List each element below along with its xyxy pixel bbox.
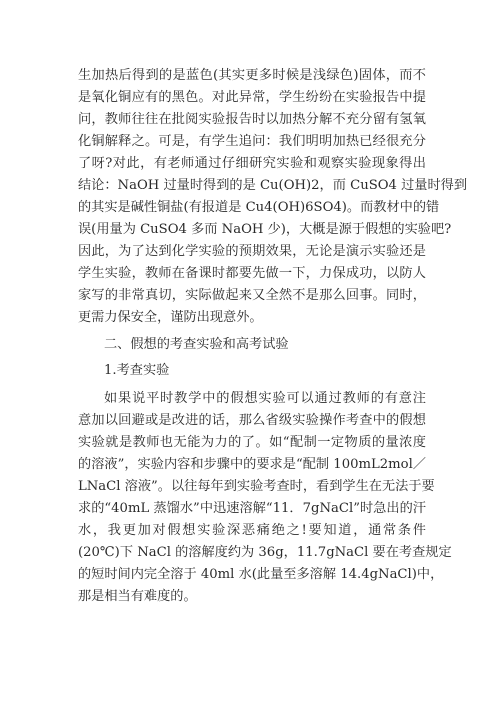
text-line: 如果说平时教学中的假想实验可以通过教师的有意注 (104, 391, 426, 406)
text-line: 的短时间内完全溶于 40ml 水(此量至多溶解 14.4gNaCl)中， (78, 567, 444, 582)
text-line: 求的“40mL 蒸馏水”中迅速溶解“11．7gNaCl”时急出的汗 (78, 501, 426, 516)
text-line: 那是相当有难度的。 (78, 589, 197, 604)
text-line: 更需力保安全，谨防出现意外。 (78, 310, 263, 325)
text-line: 是氧化铜应有的黑色。对此异常，学生纷纷在实验报告中提 (78, 90, 426, 105)
text-line: 学生实验，教师在备课时都要先做一下，力保成功，以防人 (78, 266, 426, 281)
text-line: 因此，为了达到化学实验的预期效果，无论是演示实验还是 (78, 244, 426, 259)
text-line: 误(用量为 CuSO4 多而 NaOH 少)，大概是源于假想的实验吧? (78, 222, 452, 237)
text-line: 水，我更加对假想实验深恶痛绝之!要知道，通常条件 (78, 523, 426, 538)
subsection-heading: 1.考查实验 (104, 363, 170, 378)
text-line: 结论：NaOH 过量时得到的是 Cu(OH)2，而 CuSO4 过量时得到 (78, 178, 468, 193)
text-line: 化铜解释之。可是，有学生追问：我们明明加热已经很充分 (78, 134, 426, 149)
text-line: 实验就是教师也无能为力的了。如“配制一定物质的量浓度 (78, 435, 426, 450)
text-line: 家写的非常真切，实际做起来又全然不是那么回事。同时， (78, 288, 426, 303)
section-heading: 二、假想的考查实验和高考试验 (104, 337, 289, 352)
text-line: (20℃)下 NaCl 的溶解度约为 36g，11.7gNaCl 要在考查规定 (78, 545, 452, 560)
text-line: 了呀?对此，有老师通过仔细研究实验和观察实验现象得出 (78, 156, 426, 171)
text-line: 的溶液”，实验内容和步骤中的要求是“配制 100mL2mol／ (78, 457, 426, 472)
text-line: 的其实是碱性铜盐(有报道是 Cu4(OH)6SO4)。而教材中的错 (78, 200, 440, 215)
text-line: 问，教师往往在批阅实验报告时以加热分解不充分留有氢氧 (78, 112, 426, 127)
text-line: 意加以回避或是改进的话，那么省级实验操作考查中的假想 (78, 413, 426, 428)
text-line: 生加热后得到的是蓝色(其实更多时候是浅绿色)固体，而不 (78, 68, 426, 83)
text-line: LNaCl 溶液”。以往每年到实验考查时，看到学生在无法于要 (78, 479, 435, 494)
